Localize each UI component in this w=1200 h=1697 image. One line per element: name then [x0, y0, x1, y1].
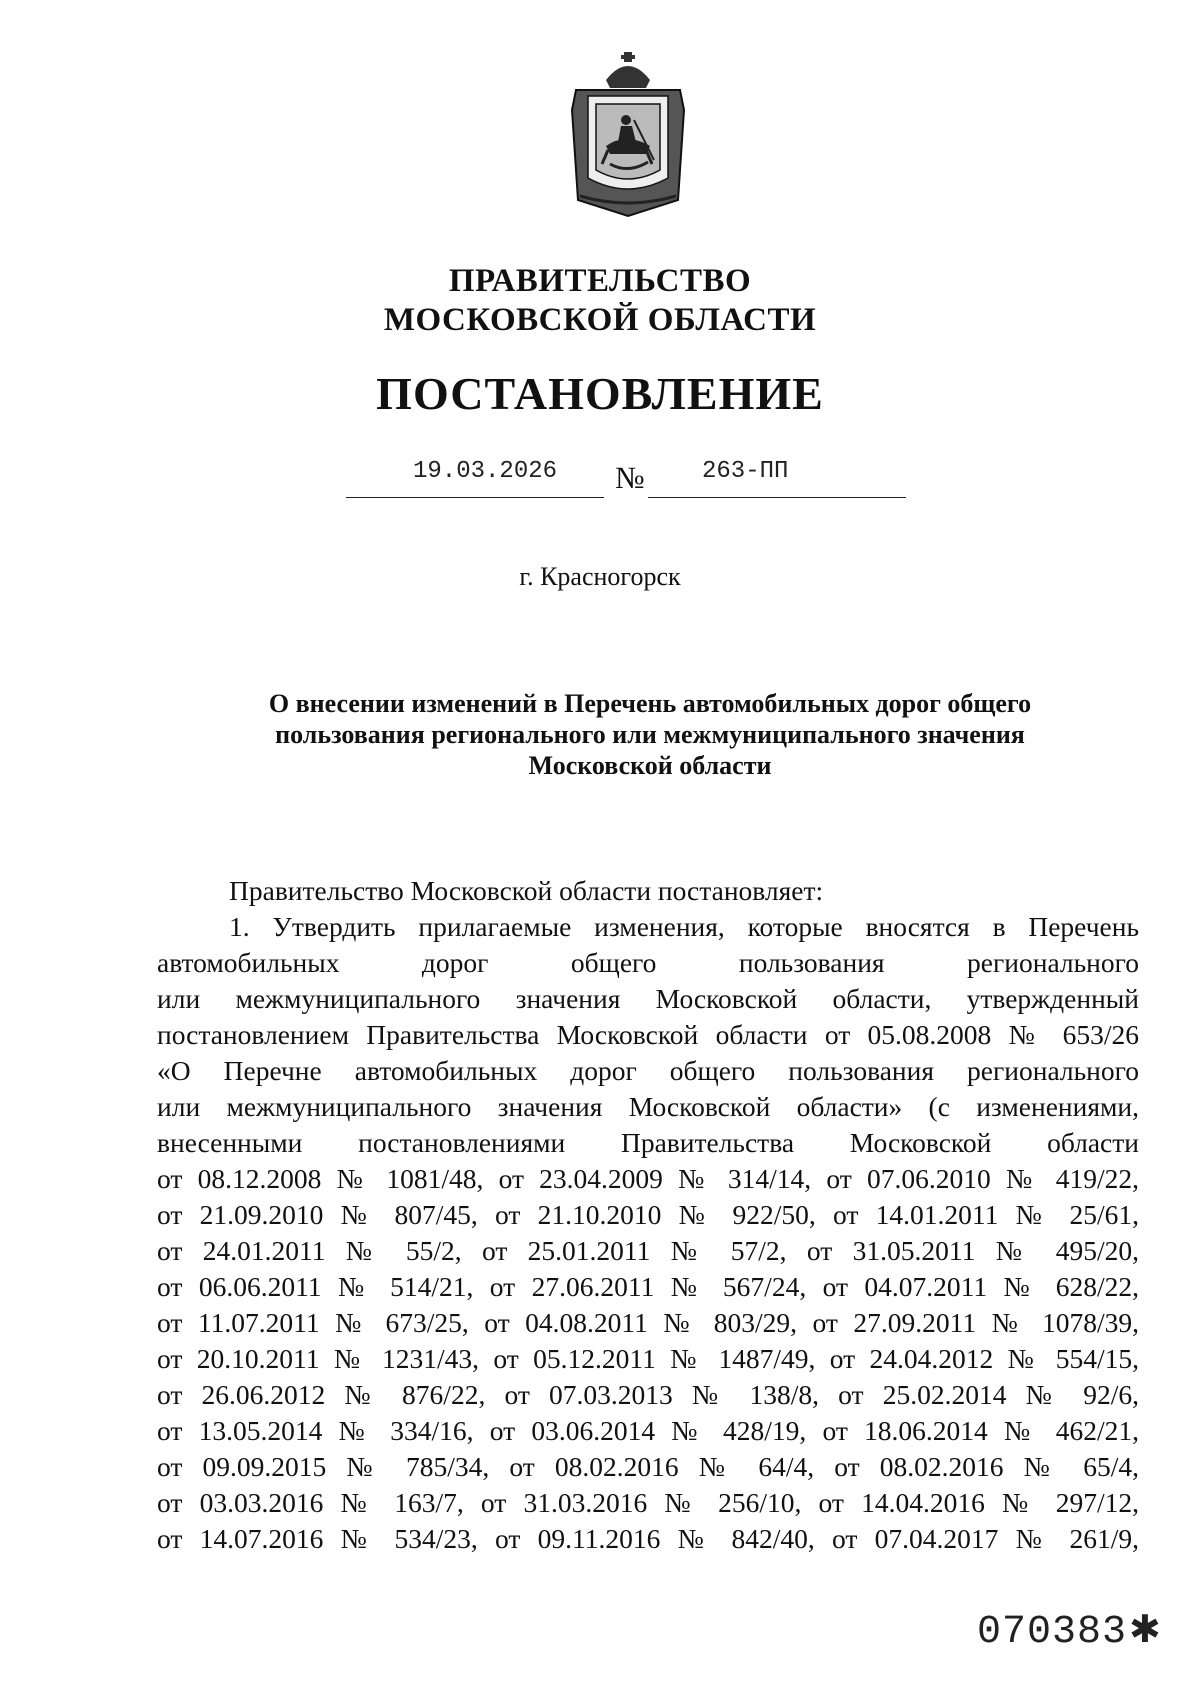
body-line: или межмуниципального значения Московской области, утвержденный	[157, 983, 1139, 1014]
subject-heading	[220, 688, 1080, 781]
number-underline	[648, 497, 906, 498]
subject-line: пользования регионального или межмуниципального значения	[275, 720, 1025, 749]
date-underline	[346, 497, 604, 498]
serial-number	[977, 1607, 1162, 1655]
body-line: 1. Утвердить прилагаемые изменения, которые вносятся в Перечень	[229, 911, 1139, 942]
body-line: «О Перечне автомобильных дорог общего пользования регионального	[157, 1055, 1139, 1086]
body-line: или межмуниципального значения Московской области» (с изменениями,	[157, 1091, 1139, 1122]
body-line: от 20.10.2011 № 1231/43, от 05.12.2011 № 1487/49, от 24.04.2012 № 554/15,	[157, 1343, 1139, 1374]
body-line: от 26.06.2012 № 876/22, от 07.03.2013 № 138/8, от 25.02.2014 № 92/6,	[157, 1379, 1139, 1410]
body-line: от 21.09.2010 № 807/45, от 21.10.2010 № 922/50, от 14.01.2011 № 25/61,	[157, 1199, 1139, 1230]
body-line: постановлением Правительства Московской области от 05.08.2008 № 653/26	[157, 1019, 1139, 1050]
subject-line: Московской области	[528, 751, 772, 780]
body-line: от 09.09.2015 № 785/34, от 08.02.2016 № 64/4, от 08.02.2016 № 65/4,	[157, 1451, 1139, 1482]
body-line: автомобильных дорог общего пользования регионального	[157, 947, 1139, 978]
coat-of-arms-icon	[566, 50, 690, 218]
organization-name-line2: МОСКОВСКОЙ ОБЛАСТИ	[383, 302, 817, 338]
decree-number: 263-ПП	[702, 458, 789, 485]
decree-date: 19.03.2026	[413, 458, 558, 485]
document-body	[157, 873, 1139, 1557]
serial-digits: 070383	[977, 1610, 1128, 1655]
number-sign: №	[615, 460, 645, 495]
body-line: от 08.12.2008 № 1081/48, от 23.04.2009 № 314/14, от 07.06.2010 № 419/22,	[157, 1163, 1139, 1194]
body-line: от 14.07.2016 № 534/23, от 09.11.2016 № 842/40, от 07.04.2017 № 261/9,	[157, 1523, 1139, 1554]
body-intro: Правительство Московской области постановляет:	[229, 875, 824, 906]
body-line: от 24.01.2011 № 55/2, от 25.01.2011 № 57/2, от 31.05.2011 № 495/20,	[157, 1235, 1139, 1266]
document-type-title: ПОСТАНОВЛЕНИЕ	[376, 368, 824, 419]
body-line: от 11.07.2011 № 673/25, от 04.08.2011 № 803/29, от 27.09.2011 № 1078/39,	[157, 1307, 1139, 1338]
body-line: внесенными постановлениями Правительства Московской области	[157, 1127, 1139, 1158]
city: г. Красногорск	[519, 562, 681, 591]
body-line: от 06.06.2011 № 514/21, от 27.06.2011 № 567/24, от 04.07.2011 № 628/22,	[157, 1271, 1139, 1302]
organization-name-line1: ПРАВИТЕЛЬСТВО	[448, 263, 752, 299]
asterisk-icon: ✱	[1129, 1607, 1162, 1651]
body-line: от 13.05.2014 № 334/16, от 03.06.2014 № 428/19, от 18.06.2014 № 462/21,	[157, 1415, 1139, 1446]
body-line: от 03.03.2016 № 163/7, от 31.03.2016 № 256/10, от 14.04.2016 № 297/12,	[157, 1487, 1139, 1518]
subject-line: О внесении изменений в Перечень автомобильных дорог общего	[268, 689, 1032, 718]
